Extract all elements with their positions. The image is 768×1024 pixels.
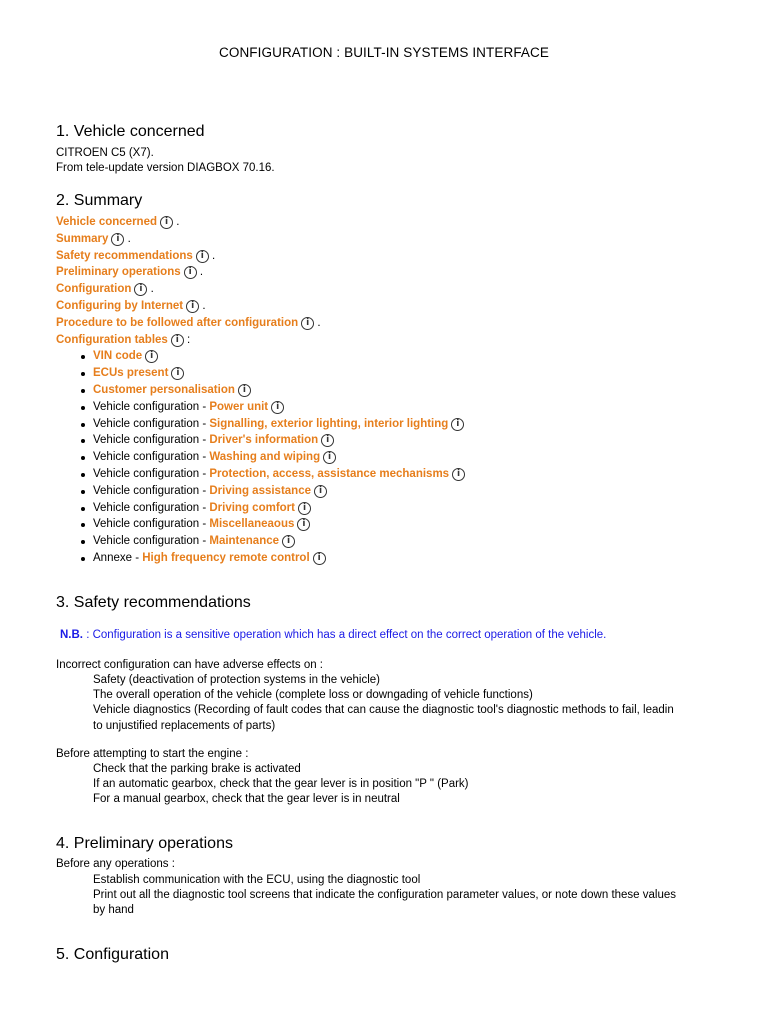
configuration-table-link[interactable]: Signalling, exterior lighting, interior lighting [209, 417, 449, 430]
list-item: Vehicle diagnostics (Recording of fault codes that can cause the diagnostic tool's diagnostic methods to fail, leadin [93, 703, 723, 718]
configuration-table-item [93, 483, 465, 500]
vehicle-model-text: CITROEN C5 (X7). [56, 147, 154, 159]
configuration-table-link[interactable]: High frequency remote control [142, 551, 310, 564]
info-icon[interactable]: i [297, 518, 310, 531]
info-icon[interactable]: i [323, 451, 336, 464]
summary-item [56, 332, 465, 349]
item-prefix: Vehicle configuration - [93, 417, 210, 430]
info-icon[interactable]: i [301, 317, 314, 330]
configuration-table-link[interactable]: Miscellaneaous [209, 518, 295, 531]
nb-text: : Configuration is a sensitive operation which has a direct effect on the correct operation of the vehicle. [83, 629, 607, 641]
summary-item [56, 264, 465, 281]
section-heading-vehicle-concerned: 1. Vehicle concerned [56, 123, 205, 140]
info-icon[interactable]: i [184, 266, 197, 279]
info-icon[interactable]: i [134, 283, 147, 296]
diagbox-version-text: From tele-update version DIAGBOX 70.16. [56, 162, 275, 174]
summary-link[interactable]: Preliminary operations [56, 266, 181, 279]
nb-note [60, 629, 606, 641]
summary-link[interactable]: Procedure to be followed after configuration [56, 316, 299, 329]
item-prefix: Vehicle configuration - [93, 535, 210, 548]
list-item-continuation: to unjustified replacements of parts) [93, 719, 276, 732]
list-item: Safety (deactivation of protection systems in the vehicle) [93, 673, 723, 688]
item-prefix: Vehicle configuration - [93, 434, 210, 447]
info-icon[interactable]: i [452, 468, 465, 481]
item-prefix: Vehicle configuration - [93, 400, 210, 413]
configuration-table-item [93, 550, 465, 567]
item-prefix: Vehicle configuration - [93, 501, 210, 514]
summary-list [56, 214, 465, 567]
summary-suffix: . [147, 283, 154, 296]
configuration-table-link[interactable]: Driver's information [209, 434, 319, 447]
info-icon[interactable]: i [313, 552, 326, 565]
info-icon[interactable]: i [282, 535, 295, 548]
list-item: The overall operation of the vehicle (complete loss or downgading of vehicle functions) [93, 688, 723, 703]
summary-link[interactable]: Vehicle concerned [56, 216, 157, 228]
list-item-continuation: by hand [93, 904, 134, 917]
info-icon[interactable]: i [321, 434, 334, 447]
summary-suffix: . [173, 216, 180, 228]
engine-start-list [93, 762, 723, 808]
summary-link[interactable]: Summary [56, 232, 109, 245]
summary-link[interactable]: Safety recommendations [56, 249, 193, 262]
item-prefix: Vehicle configuration - [93, 518, 210, 531]
configuration-table-item [93, 348, 465, 365]
configuration-table-item [93, 516, 465, 533]
section-heading-preliminary-operations: 4. Preliminary operations [56, 835, 233, 852]
configuration-table-link[interactable]: Power unit [209, 400, 269, 413]
configuration-table-item [93, 500, 465, 517]
summary-item [56, 315, 465, 332]
engine-start-intro: Before attempting to start the engine : [56, 748, 249, 760]
configuration-table-link[interactable]: VIN code [93, 350, 143, 363]
section-heading-safety-recommendations: 3. Safety recommendations [56, 594, 251, 611]
configuration-tables-list [56, 348, 465, 566]
info-icon[interactable]: i [298, 502, 311, 515]
summary-suffix: . [208, 249, 216, 262]
info-icon[interactable]: i [271, 401, 284, 414]
info-icon[interactable]: i [186, 300, 199, 313]
configuration-table-link[interactable]: Maintenance [209, 535, 280, 548]
configuration-table-link[interactable]: Driving comfort [209, 501, 295, 514]
summary-item [56, 231, 465, 248]
item-prefix: Annexe - [93, 551, 143, 564]
list-item: For a manual gearbox, check that the gear lever is in neutral [93, 792, 723, 807]
configuration-table-link[interactable]: Customer personalisation [93, 383, 235, 396]
configuration-table-item [93, 416, 465, 433]
info-icon[interactable]: i [171, 367, 184, 380]
item-prefix: Vehicle configuration - [93, 484, 210, 497]
summary-item [56, 298, 465, 315]
configuration-table-link[interactable]: ECUs present [93, 367, 169, 380]
info-icon[interactable]: i [451, 418, 464, 431]
configuration-table-item [93, 466, 465, 483]
configuration-table-item [93, 382, 465, 399]
summary-suffix: . [199, 299, 206, 312]
summary-suffix: . [196, 266, 204, 279]
adverse-effects-list [93, 673, 723, 734]
section-heading-configuration: 5. Configuration [56, 946, 169, 963]
configuration-table-link[interactable]: Driving assistance [209, 484, 311, 497]
configuration-table-item [93, 432, 465, 449]
configuration-table-item [93, 449, 465, 466]
info-icon[interactable]: i [111, 233, 124, 246]
summary-item [56, 281, 465, 298]
info-icon[interactable]: i [196, 250, 209, 263]
summary-suffix: : [183, 333, 191, 346]
list-item: Check that the parking brake is activated [93, 762, 723, 777]
summary-item [56, 214, 465, 231]
preliminary-list [93, 873, 723, 919]
item-prefix: Vehicle configuration - [93, 451, 210, 464]
section-heading-summary: 2. Summary [56, 192, 143, 209]
preliminary-intro: Before any operations : [56, 858, 175, 870]
list-item: Print out all the diagnostic tool screens that indicate the configuration parameter values, or note down these values [93, 888, 723, 903]
item-prefix: Vehicle configuration - [93, 467, 210, 480]
info-icon[interactable]: i [238, 384, 251, 397]
info-icon[interactable]: i [314, 485, 327, 498]
configuration-table-item [93, 365, 465, 382]
configuration-table-item [93, 533, 465, 550]
adverse-effects-intro: Incorrect configuration can have adverse effects on : [56, 659, 323, 671]
summary-suffix: . [314, 316, 321, 329]
list-item: Establish communication with the ECU, using the diagnostic tool [93, 873, 723, 888]
configuration-table-link[interactable]: Protection, access, assistance mechanisms [209, 467, 450, 480]
list-item: If an automatic gearbox, check that the gear lever is in position "P " (Park) [93, 777, 723, 792]
document-title: CONFIGURATION : BUILT-IN SYSTEMS INTERFACE [219, 45, 549, 60]
summary-suffix: . [124, 232, 131, 245]
summary-link[interactable]: Configuring by Internet [56, 299, 184, 312]
summary-link[interactable]: Configuration tables [56, 333, 168, 346]
info-icon[interactable]: i [171, 334, 184, 347]
info-icon[interactable]: i [160, 216, 173, 229]
info-icon[interactable]: i [145, 350, 158, 363]
nb-label: N.B. [60, 629, 83, 641]
configuration-table-link[interactable]: Washing and wiping [209, 451, 321, 464]
configuration-table-item [93, 399, 465, 416]
summary-link[interactable]: Configuration [56, 283, 132, 296]
summary-item [56, 248, 465, 265]
